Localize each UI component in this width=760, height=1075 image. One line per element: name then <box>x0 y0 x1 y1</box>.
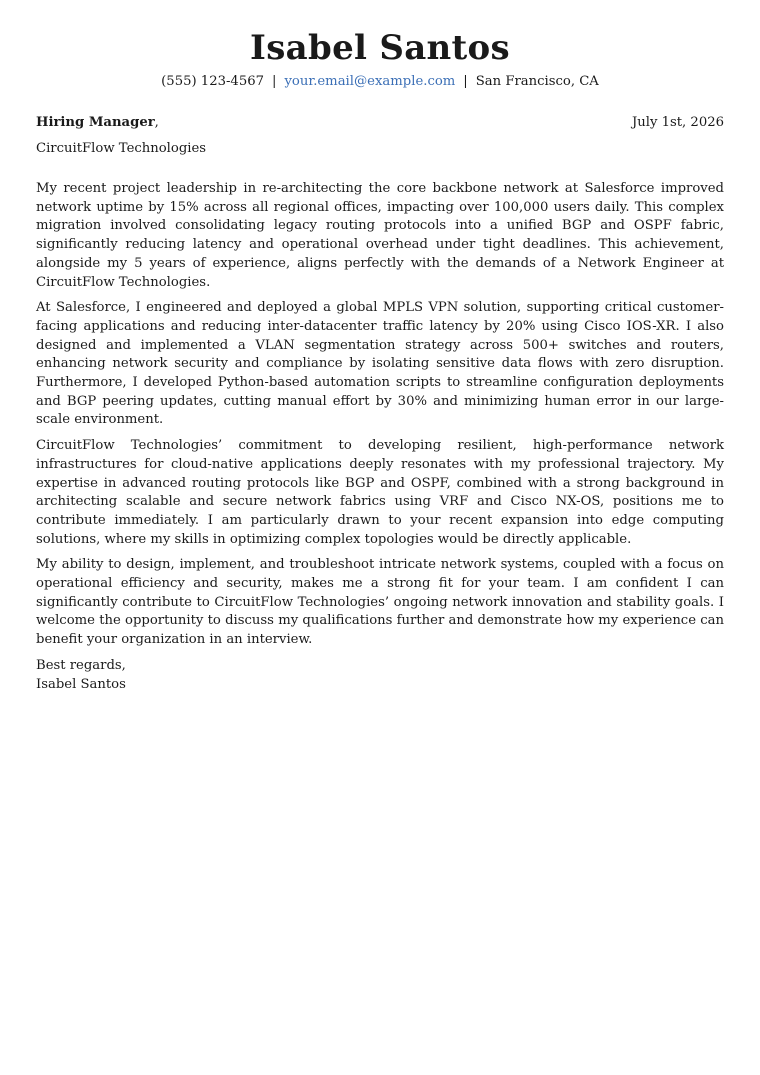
contact-separator: | <box>272 74 277 89</box>
closing-signature: Isabel Santos <box>36 676 126 692</box>
body-paragraph: CircuitFlow Technologies’ commitment to developing resilient, high-performance network infrastructures for cloud-native applications deeply resonates with my professional trajectory. My expertise in advanced routing protocols like BGP and OSPF, combined with a strong background in architecting scalable and secure network fabrics using VRF and Cisco NX-OS, positions me to contribute immediately. I am particularly drawn to your recent expansion into edge computing solutions, where my skills in optimizing complex topologies would be directly applicable. <box>36 438 724 547</box>
recipient-row <box>36 114 724 132</box>
contact-line <box>0 73 760 91</box>
location: San Francisco, CA <box>475 74 599 89</box>
recipient-salutation <box>36 115 159 130</box>
body-paragraph: My ability to design, implement, and troubleshoot intricate network systems, coupled with a focus on operational efficiency and security, makes me a strong fit for your team. I am confident I can significantly contribute to CircuitFlow Technologies’ ongoing network innovation and stability goals. I welcome the opportunity to discuss my qualifications further and demonstrate how my experience can benefit your organization in an interview. <box>36 557 724 648</box>
email-link[interactable]: your.email@example.com <box>284 74 456 89</box>
closing-block <box>36 657 724 694</box>
letter-date: July 1st, 2026 <box>631 115 724 130</box>
contact-separator: | <box>463 74 468 89</box>
letter-body <box>36 180 724 694</box>
body-paragraph: At Salesforce, I engineered and deployed a global MPLS VPN solution, supporting critical customer-facing applications and reducing inter-datacenter traffic latency by 20% using Cisco IOS-XR. I also designed and implemented a VLAN segmentation strategy across 500+ switches and routers, enhancing network security and compliance by isolating sensitive data flows with zero disruption. Furthermore, I developed Python-based automation scripts to streamline configuration deployments and BGP peering updates, cutting manual effort by 30% and minimizing human error in our large-scale environment. <box>36 300 724 428</box>
closing-signoff: Best regards, <box>36 657 126 673</box>
recipient-company: CircuitFlow Technologies <box>36 141 207 156</box>
recipient-name: Hiring Manager <box>36 115 155 130</box>
applicant-name: Isabel Santos <box>250 28 510 68</box>
phone-number: (555) 123-4567 <box>161 74 264 89</box>
body-paragraph: My recent project leadership in re-architecting the core backbone network at Salesforce improved network uptime by 15% across all regional offices, impacting over 100,000 users daily. This complex migration involved consolidating legacy routing protocols into a unified BGP and OSPF fabric, significantly reducing latency and operational overhead under tight deadlines. This achievement, alongside my 5 years of experience, aligns perfectly with the demands of a Network Engineer at CircuitFlow Technologies. <box>36 181 724 290</box>
recipient-punct: , <box>154 115 159 130</box>
